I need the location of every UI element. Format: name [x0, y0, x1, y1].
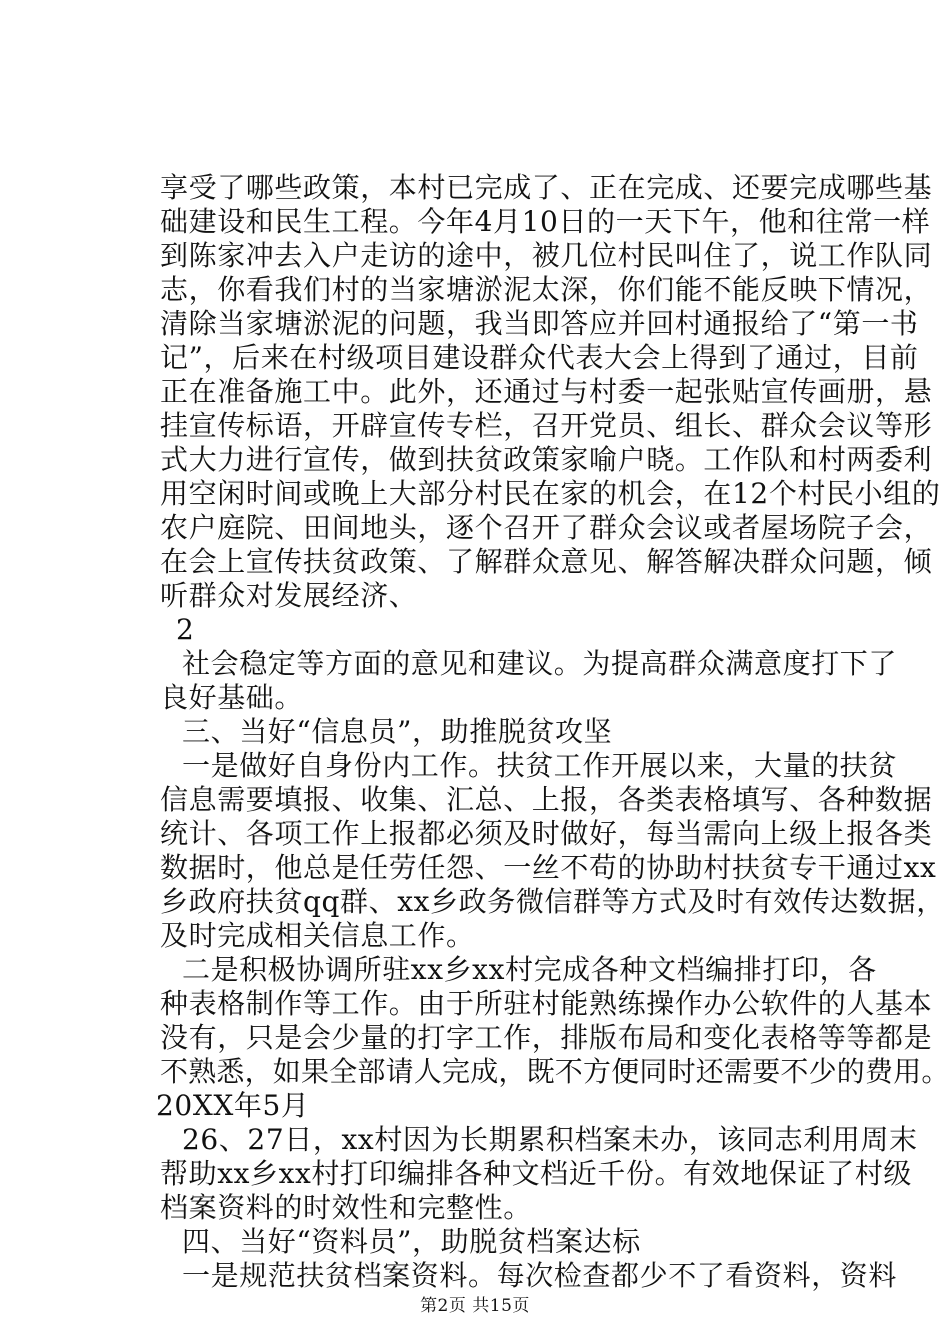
body-line: 没有，只是会少量的打字工作，排版布局和变化表格等等都是: [160, 1021, 933, 1054]
body-line: 础建设和民生工程。今年4月10日的一天下午，他和往常一样: [160, 205, 931, 238]
body-line: 听群众对发展经济、: [160, 579, 418, 612]
body-line: 清除当家塘淤泥的问题，我当即答应并回村通报给了“第一书: [160, 307, 919, 340]
body-line: 享受了哪些政策，本村已完成了、正在完成、还要完成哪些基: [160, 171, 933, 204]
body-line: 帮助xx乡xx村打印编排各种文档近千份。有效地保证了村级: [160, 1157, 912, 1190]
body-line: 记”，后来在村级项目建设群众代表大会上得到了通过，目前: [160, 341, 919, 374]
section-heading: 四、当好“资料员”，助脱贫档案达标: [182, 1225, 641, 1258]
body-line: 数据时，他总是任劳任怨、一丝不苟的协助村扶贫专干通过xx: [160, 851, 937, 884]
body-line: 乡政府扶贫qq群、xx乡政务微信群等方式及时有效传达数据，: [160, 885, 945, 918]
body-line: 信息需要填报、收集、汇总、上报，各类表格填写、各种数据: [160, 783, 933, 816]
body-line: 社会稳定等方面的意见和建议。为提高群众满意度打下了: [182, 647, 898, 680]
body-line: 及时完成相关信息工作。: [160, 919, 475, 952]
body-line: 种表格制作等工作。由于所驻村能熟练操作办公软件的人基本: [160, 987, 933, 1020]
body-line: 正在准备施工中。此外，还通过与村委一起张贴宣传画册，悬: [160, 375, 933, 408]
body-line: 26、27日，xx村因为长期累积档案未办，该同志利用周末: [182, 1123, 918, 1156]
body-line: 挂宣传标语，开辟宣传专栏，召开党员、组长、群众会议等形: [160, 409, 933, 442]
body-line: 良好基础。: [160, 681, 304, 714]
page-footer: 第2页 共15页: [420, 1296, 530, 1316]
section-heading: 三、当好“信息员”，助推脱贫攻坚: [182, 715, 613, 748]
body-line: 二是积极协调所驻xx乡xx村完成各种文档编排打印，各: [182, 953, 877, 986]
inline-page-number: 2: [176, 613, 195, 646]
body-line: 农户庭院、田间地头，逐个召开了群众会议或者屋场院子会，: [160, 511, 933, 544]
body-line: 用空闲时间或晚上大部分村民在家的机会，在12个村民小组的: [160, 477, 941, 510]
body-line: 20XX年5月: [156, 1089, 310, 1122]
body-line: 式大力进行宣传，做到扶贫政策家喻户晓。工作队和村两委利: [160, 443, 933, 476]
body-line: 在会上宣传扶贫政策、了解群众意见、解答解决群众问题，倾: [160, 545, 933, 578]
body-line: 一是规范扶贫档案资料。每次检查都少不了看资料，资料: [182, 1259, 898, 1292]
body-line: 统计、各项工作上报都必须及时做好，每当需向上级上报各类: [160, 817, 933, 850]
body-line: 一是做好自身份内工作。扶贫工作开展以来，大量的扶贫: [182, 749, 898, 782]
body-line: 到陈家冲去入户走访的途中，被几位村民叫住了，说工作队同: [160, 239, 933, 272]
body-line: 档案资料的时效性和完整性。: [160, 1191, 532, 1224]
body-line: 志，你看我们村的当家塘淤泥太深，你们能不能反映下情况，: [160, 273, 933, 306]
body-line: 不熟悉，如果全部请人完成，既不方便同时还需要不少的费用。: [160, 1055, 950, 1088]
